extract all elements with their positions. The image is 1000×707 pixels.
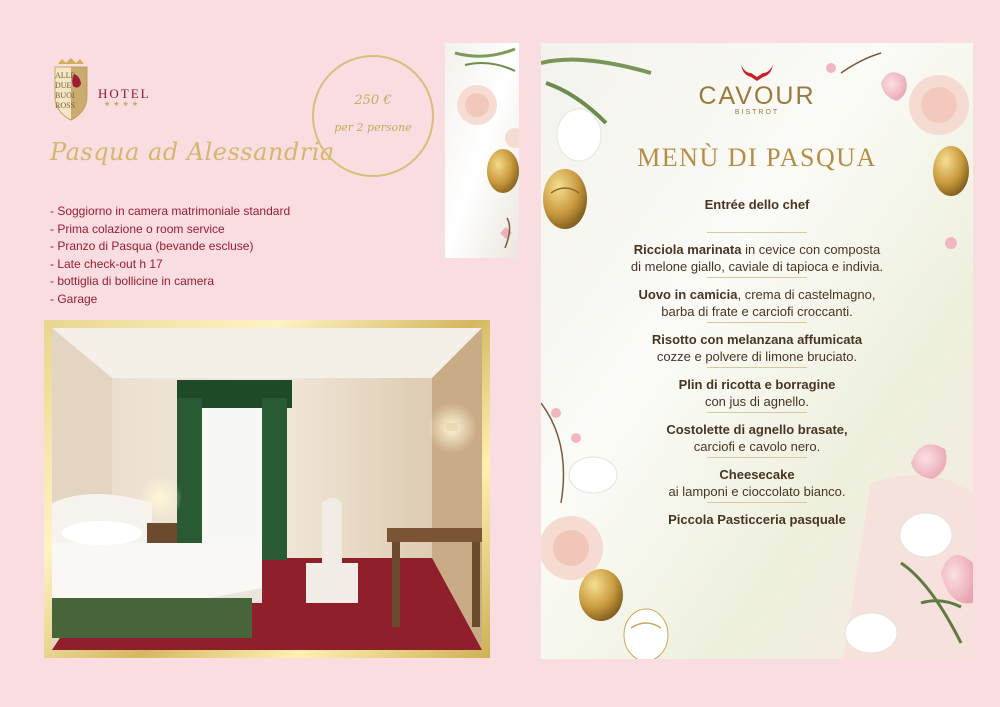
svg-text:ALLE: ALLE — [55, 71, 76, 80]
course-description: carciofi e cavolo nero. — [693, 439, 821, 454]
course-description: ai lamponi e cioccolato bianco. — [668, 484, 846, 499]
svg-text:ROSS: ROSS — [55, 101, 76, 110]
course-name: Plin di ricotta e borragine — [678, 377, 836, 392]
hotel-logo — [52, 58, 162, 124]
course-name: Ricciola marinata — [633, 242, 742, 257]
menu-course — [541, 421, 973, 466]
course-description: , crema di castelmagno, — [737, 287, 876, 302]
room-photo-frame — [44, 320, 490, 658]
brand-name: CAVOUR — [698, 82, 816, 110]
hotel-stars: ★★★★ — [104, 101, 142, 108]
menu-course — [541, 286, 973, 331]
divider — [707, 367, 807, 368]
divider — [707, 412, 807, 413]
offer-title: Pasqua ad Alessandria — [50, 138, 335, 166]
course-name: Uovo in camicia — [638, 287, 738, 302]
list-item: - Garage — [50, 291, 98, 306]
menu-course — [541, 511, 973, 556]
hotel-word: HOTEL — [98, 86, 151, 101]
menu-course — [541, 331, 973, 376]
hotel-crest-icon — [52, 58, 90, 122]
menu-card — [541, 43, 973, 659]
bull-horns-icon — [737, 63, 777, 81]
list-item: - Soggiorno in camera matrimoniale standard — [50, 204, 291, 218]
offer-features-list — [50, 203, 290, 309]
floral-decoration-image — [445, 43, 519, 258]
divider — [707, 502, 807, 503]
cavour-logo — [541, 63, 973, 116]
price-per-label: per 2 persone — [334, 121, 412, 134]
divider — [707, 322, 807, 323]
divider — [707, 232, 807, 233]
price-badge — [312, 55, 434, 177]
course-description: in cevice con composta — [741, 242, 881, 257]
course-description: barba di frate e carciofi croccanti. — [661, 304, 853, 319]
list-item: - Prima colazione o room service — [50, 221, 225, 236]
course-name: Entrée dello chef — [704, 197, 810, 212]
course-name: Costolette di agnello brasate, — [666, 422, 848, 437]
divider — [707, 457, 807, 458]
list-item: - bottiglia di bollicine in camera — [50, 274, 215, 289]
menu-title: MENÙ DI PASQUA — [637, 143, 877, 172]
course-name: Piccola Pasticceria pasquale — [668, 512, 846, 527]
course-name: Risotto con melanzana affumicata — [651, 332, 863, 347]
course-description: cozze e polvere di limone bruciato. — [656, 349, 858, 364]
list-item: - Late check-out h 17 — [50, 256, 163, 271]
list-item: - Pranzo di Pasqua (bevande escluse) — [50, 239, 254, 254]
svg-text:BUOI: BUOI — [55, 91, 75, 100]
divider — [707, 277, 807, 278]
hotel-room-photo — [52, 328, 482, 650]
menu-course — [541, 466, 973, 511]
course-name: Cheesecake — [719, 467, 795, 482]
menu-course — [541, 376, 973, 421]
menu-course — [541, 241, 973, 286]
menu-course — [541, 196, 973, 241]
menu-courses — [541, 196, 973, 556]
course-description: di melone giallo, caviale di tapioca e indivia. — [630, 259, 884, 274]
svg-text:DUE: DUE — [55, 81, 72, 90]
course-description: con jus di agnello. — [704, 394, 810, 409]
price-value: 250 € — [354, 93, 392, 108]
brand-subtitle: BISTROT — [734, 109, 780, 116]
